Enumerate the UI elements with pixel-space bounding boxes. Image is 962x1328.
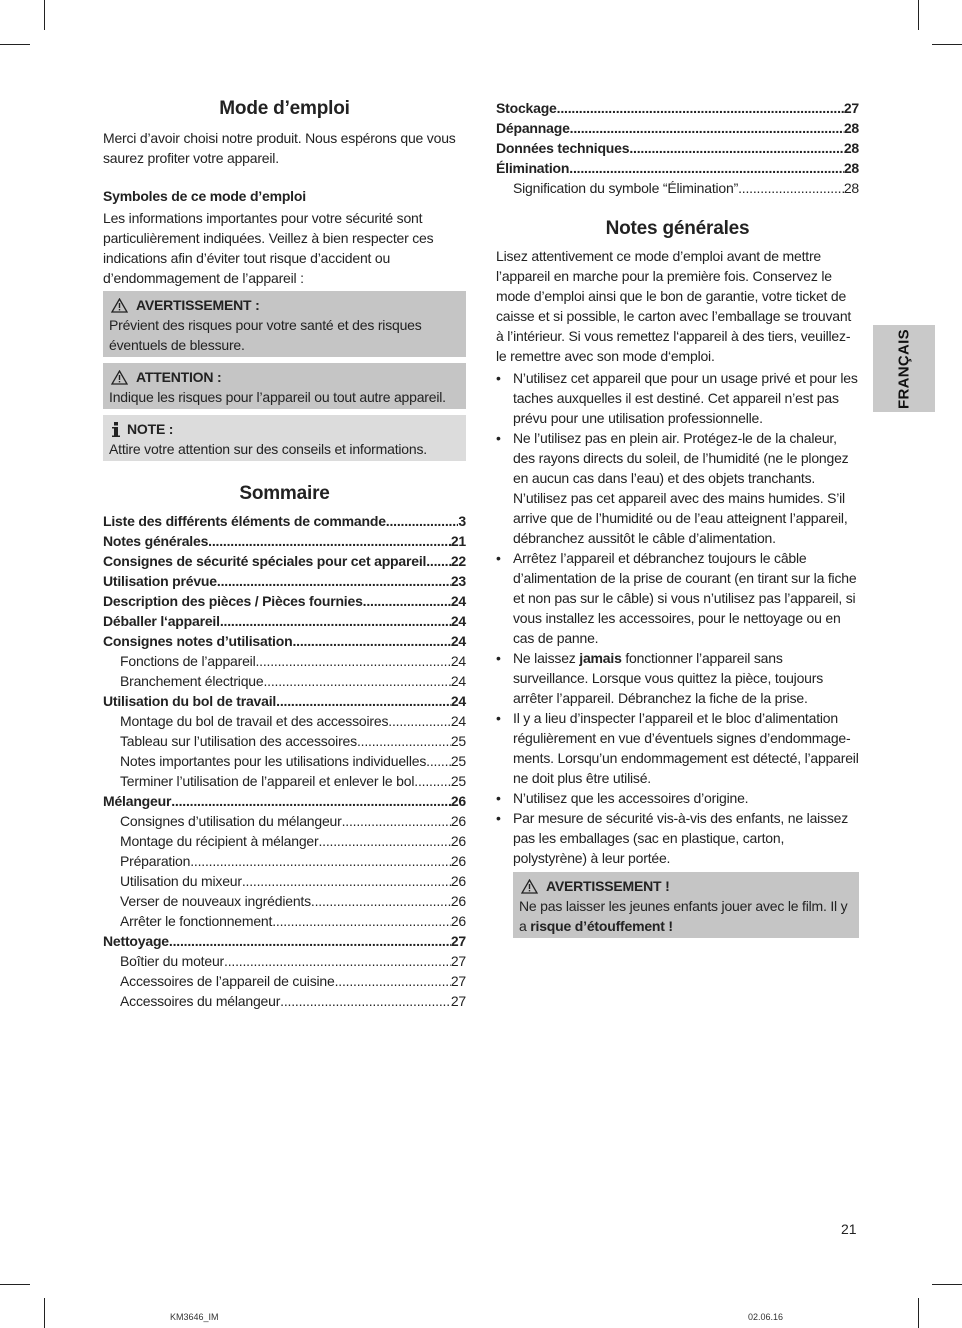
- toc-entry: [103, 611, 466, 631]
- toc-leader-dots: [414, 771, 451, 791]
- toc-entry-label: Accessoires de l’appareil de cuisine: [120, 973, 335, 989]
- bullet-marker: •: [496, 650, 501, 666]
- toc-entry-label: Montage du récipient à mélanger: [120, 833, 319, 849]
- toc-leader-dots: [171, 791, 451, 811]
- toc-entry: [496, 158, 859, 178]
- toc-entry: [103, 551, 466, 571]
- toc-leader-dots: [570, 118, 844, 138]
- bullet-marker: •: [496, 370, 501, 386]
- toc-entry-page: 24: [450, 673, 466, 689]
- toc-entry: [103, 731, 466, 751]
- toc-leader-dots: [208, 531, 451, 551]
- toc-leader-dots: [426, 751, 451, 771]
- bullet-marker: •: [496, 710, 501, 726]
- bullet-marker: •: [496, 790, 501, 806]
- toc-entry-page: 26: [450, 873, 466, 889]
- language-tab-label: FRANÇAIS: [895, 328, 913, 409]
- toc-entry: [103, 951, 466, 971]
- toc-entry: [103, 591, 466, 611]
- list-item-text-before: Ne laissez: [513, 650, 580, 666]
- attention-box-text: Indique les risques pour l’appareil ou tout autre appareil.: [109, 389, 446, 405]
- toc-entry: [496, 98, 859, 118]
- toc-leader-dots: [224, 951, 451, 971]
- toc-entry-page: 26: [450, 913, 466, 929]
- section-title-notes-generales: Notes générales: [605, 218, 750, 239]
- toc-entry: [103, 991, 466, 1011]
- toc-entry-label: Stockage: [496, 100, 557, 116]
- toc-leader-dots: [220, 611, 451, 631]
- toc-entry: [103, 831, 466, 851]
- toc-entry-label: Élimination: [496, 160, 570, 176]
- toc-entry-page: 27: [450, 933, 466, 949]
- notes-bullet-list: [496, 368, 859, 868]
- language-tab: [873, 325, 935, 412]
- toc-leader-dots: [629, 138, 843, 158]
- list-item-text: Arrêtez l’appareil et débranchez toujours le câble d’alimentation de la prise de courant (en tirant sur la fiche et non pas sur le câble) si vous n’utilisez pas l’appareil, si vous installez les accessoires, pour le nettoyage ou en cas de panne.: [513, 550, 857, 646]
- toc-entry-label: Boîtier du moteur: [120, 953, 224, 969]
- toc-entry: [103, 971, 466, 991]
- toc-leader-dots: [557, 98, 844, 118]
- bullet-marker: •: [496, 430, 501, 446]
- list-item-text: Ne l’utilisez pas en plein air. Protégez-le de la chaleur, des rayons directs du soleil, de l’humidité (ne le plongez en aucun cas dans l’eau) et des objets tranchants. N’utilisez pas cet appareil avec des mains humides. S’il arrive que de l’humidité ou de l’eau atteignent l’appareil, débranchez aussitôt le câble d’alimentation.: [513, 430, 849, 546]
- warning-box-text: Prévient des risques pour votre santé et des risques éventuels de blessure.: [109, 317, 422, 353]
- crop-mark: [0, 44, 30, 45]
- toc-entry-label: Dépannage: [496, 120, 570, 136]
- warning-triangle-icon: [111, 298, 128, 313]
- right-column: [496, 96, 859, 938]
- toc-entry-label: Notes générales: [103, 533, 209, 549]
- toc-entry-page: 28: [843, 120, 859, 136]
- child-warning-box-title-text: AVERTISSEMENT !: [546, 878, 670, 894]
- toc-entry: [496, 118, 859, 138]
- toc-leader-dots: [263, 671, 450, 691]
- toc-entry-page: 24: [450, 633, 466, 649]
- toc-leader-dots: [363, 591, 451, 611]
- page-number: 21: [841, 1221, 857, 1237]
- child-warning-emphasis: risque d’étouffement !: [530, 918, 673, 934]
- toc-leader-dots: [292, 631, 450, 651]
- warning-box-title-text: AVERTISSEMENT :: [136, 297, 260, 313]
- toc-entry-page: 26: [450, 893, 466, 909]
- toc-entry-label: Verser de nouveaux ingrédients: [120, 893, 311, 909]
- toc-leader-dots: [190, 851, 451, 871]
- toc-entry-page: 25: [450, 753, 466, 769]
- attention-box: [103, 363, 466, 409]
- symbols-heading: Symboles de ce mode d’emploi: [103, 188, 306, 204]
- toc-entry-page: 24: [450, 713, 466, 729]
- toc-entry: [496, 138, 859, 158]
- toc-entry: [103, 871, 466, 891]
- toc-list-continued: [496, 98, 859, 198]
- toc-entry-page: 23: [450, 573, 466, 589]
- warning-triangle-icon: [521, 879, 538, 894]
- toc-leader-dots: [342, 811, 451, 831]
- symbols-text: Les informations importantes pour votre sécurité sont particulièrement indiquées. Veillez à bien respecter ces indications afin d’éviter tout risque d’accident ou d’endommagement de l’appareil :: [103, 210, 434, 286]
- list-item-text: Par mesure de sécurité vis-à-vis des enfants, ne laissez pas les emballages (sac en plastique, carton, polystyrène) à leur portée.: [513, 810, 849, 866]
- toc-leader-dots: [335, 971, 451, 991]
- footer-date: 02.06.16: [748, 1312, 784, 1322]
- child-warning-box: [513, 872, 859, 938]
- list-item-emphasis: jamais: [579, 650, 622, 666]
- toc-entry-label: Fonctions de l’appareil: [120, 653, 256, 669]
- toc-entry-label: Montage du bol de travail et des accessoires: [120, 713, 389, 729]
- section-title-sommaire: Sommaire: [239, 483, 330, 504]
- toc-entry-label: Utilisation prévue: [103, 573, 217, 589]
- attention-box-title: [109, 367, 460, 387]
- list-item: [496, 708, 859, 788]
- info-icon: [111, 422, 121, 437]
- toc-leader-dots: [280, 991, 451, 1011]
- toc-entry-page: 22: [450, 553, 466, 569]
- list-item-text: Il y a lieu d’inspecter l’appareil et le bloc d’alimentation régulièrement en vue d’éventuels signes d’endommagements. Lorsqu’un endommagement est détecté, l’appareil ne doit plus être utilisé.: [513, 710, 859, 786]
- bullet-marker: •: [496, 550, 501, 566]
- list-item: [496, 428, 859, 548]
- left-column: [103, 96, 466, 1011]
- toc-leader-dots: [217, 571, 451, 591]
- toc-leader-dots: [388, 711, 451, 731]
- toc-entry: [103, 811, 466, 831]
- toc-entry: [103, 691, 466, 711]
- toc-entry-page: 25: [450, 733, 466, 749]
- toc-entry: [103, 751, 466, 771]
- toc-entry-label: Arrêter le fonctionnement: [120, 913, 273, 929]
- crop-mark: [0, 1284, 30, 1285]
- warning-box: [103, 291, 466, 357]
- notes-intro: Lisez attentivement ce mode d’emploi avant de mettre l’appareil en marche pour la première fois. Conservez le mode d’emploi ainsi que le bon de garantie, votre ticket de caisse et si possible, le carton avec l’emballage se trouvant à l’intérieur. Si vous remettez l‘appareil à des tiers, veuillez-le remettre avec son mode d‘emploi.: [496, 248, 852, 364]
- toc-leader-dots: [357, 731, 451, 751]
- attention-box-title-text: ATTENTION :: [136, 369, 222, 385]
- toc-entry-label: Accessoires du mélangeur: [120, 993, 281, 1009]
- toc-entry: [103, 571, 466, 591]
- toc-leader-dots: [426, 551, 451, 571]
- toc-entry-label: Consignes de sécurité spéciales pour cet appareil: [103, 553, 427, 569]
- list-item-text-after: fonctionner l’appareil sans surveillance. Lorsque vous quittez la pièce, toujours arrêter l’appareil. Débranchez la fiche de la prise.: [513, 650, 824, 706]
- toc-entry-page: 26: [450, 793, 466, 809]
- list-item: [496, 648, 859, 708]
- toc-entry-label: Terminer l’utilisation de l’appareil et enlever le bol: [120, 773, 415, 789]
- toc-entry-label: Consignes d’utilisation du mélangeur: [120, 813, 342, 829]
- toc-entry-label: Notes importantes pour les utilisations individuelles: [120, 753, 427, 769]
- list-item-text: N’utilisez cet appareil que pour un usage privé et pour les taches auxquelles il est destiné. Cet appareil n’est pas prévu pour une utilisation professionnelle.: [513, 370, 858, 426]
- toc-leader-dots: [386, 511, 459, 531]
- toc-entry-label: Utilisation du bol de travail: [103, 693, 277, 709]
- toc-leader-dots: [242, 871, 451, 891]
- toc-entry-label: Description des pièces / Pièces fournies: [103, 593, 363, 609]
- toc-entry-label: Déballer l‘appareil: [103, 613, 220, 629]
- toc-entry: [103, 651, 466, 671]
- toc-leader-dots: [276, 691, 451, 711]
- toc-entry-page: 26: [450, 833, 466, 849]
- toc-entry-label: Préparation: [120, 853, 191, 869]
- toc-leader-dots: [272, 911, 451, 931]
- child-warning-box-text: [519, 896, 853, 936]
- toc-list: [103, 511, 466, 1011]
- toc-entry-label: Liste des différents éléments de commande: [103, 513, 386, 529]
- toc-entry: [103, 851, 466, 871]
- toc-leader-dots: [738, 178, 844, 198]
- crop-mark: [44, 0, 45, 30]
- crop-mark: [918, 0, 919, 30]
- toc-entry-page: 28: [843, 140, 859, 156]
- toc-entry-page: 24: [450, 613, 466, 629]
- toc-leader-dots: [255, 651, 450, 671]
- toc-entry-page: 27: [450, 953, 466, 969]
- footer-doc-code: KM3646_IM: [170, 1312, 219, 1322]
- toc-leader-dots: [169, 931, 451, 951]
- toc-entry: [496, 178, 859, 198]
- toc-entry: [103, 531, 466, 551]
- toc-entry-label: Signification du symbole “Élimination”: [513, 180, 739, 196]
- toc-entry-page: 21: [450, 533, 466, 549]
- note-box-text: Attire votre attention sur des conseils et informations.: [109, 441, 427, 457]
- toc-entry-page: 28: [843, 180, 859, 196]
- toc-entry: [103, 931, 466, 951]
- toc-entry: [103, 891, 466, 911]
- note-box: [103, 415, 466, 461]
- list-item-text: N’utilisez que les accessoires d’origine.: [513, 790, 749, 806]
- toc-entry-page: 24: [450, 693, 466, 709]
- bullet-marker: •: [496, 810, 501, 826]
- toc-leader-dots: [311, 891, 451, 911]
- toc-entry-page: 27: [843, 100, 859, 116]
- toc-entry: [103, 791, 466, 811]
- toc-entry: [103, 671, 466, 691]
- list-item: [496, 548, 859, 648]
- toc-entry: [103, 631, 466, 651]
- toc-entry-label: Tableau sur l’utilisation des accessoires: [120, 733, 357, 749]
- list-item: [496, 788, 859, 808]
- section-title-mode-emploi: Mode d’emploi: [219, 98, 350, 119]
- toc-entry: [103, 511, 466, 531]
- toc-leader-dots: [318, 831, 450, 851]
- note-box-title-text: NOTE :: [127, 421, 174, 437]
- child-warning-box-title: [519, 876, 853, 896]
- toc-entry-label: Branchement électrique: [120, 673, 264, 689]
- toc-entry-page: 25: [450, 773, 466, 789]
- intro-text: Merci d’avoir choisi notre produit. Nous espérons que vous saurez profiter votre appareil.: [103, 130, 456, 166]
- toc-entry-label: Données techniques: [496, 140, 630, 156]
- toc-entry: [103, 771, 466, 791]
- list-item: [496, 368, 859, 428]
- crop-mark: [44, 1298, 45, 1328]
- toc-entry-label: Consignes notes d’utilisation: [103, 633, 293, 649]
- toc-entry-page: 3: [458, 513, 466, 529]
- toc-entry: [103, 911, 466, 931]
- list-item: [496, 808, 859, 868]
- toc-leader-dots: [569, 158, 844, 178]
- crop-mark: [918, 1298, 919, 1328]
- toc-entry-page: 27: [450, 993, 466, 1009]
- toc-entry-label: Utilisation du mixeur: [120, 873, 242, 889]
- crop-mark: [932, 44, 962, 45]
- toc-entry-page: 24: [450, 653, 466, 669]
- toc-entry-page: 26: [450, 853, 466, 869]
- toc-entry-label: Mélangeur: [103, 793, 172, 809]
- warning-box-title: [109, 295, 460, 315]
- toc-entry-label: Nettoyage: [103, 933, 169, 949]
- note-box-title: [109, 419, 460, 439]
- child-warning-text: Ne pas laisser les jeunes enfants jouer avec le film. Il y a: [519, 898, 848, 934]
- crop-mark: [932, 1284, 962, 1285]
- toc-entry-page: 27: [450, 973, 466, 989]
- warning-triangle-icon: [111, 370, 128, 385]
- toc-entry: [103, 711, 466, 731]
- toc-entry-page: 26: [450, 813, 466, 829]
- toc-entry-page: 28: [843, 160, 859, 176]
- toc-entry-page: 24: [450, 593, 466, 609]
